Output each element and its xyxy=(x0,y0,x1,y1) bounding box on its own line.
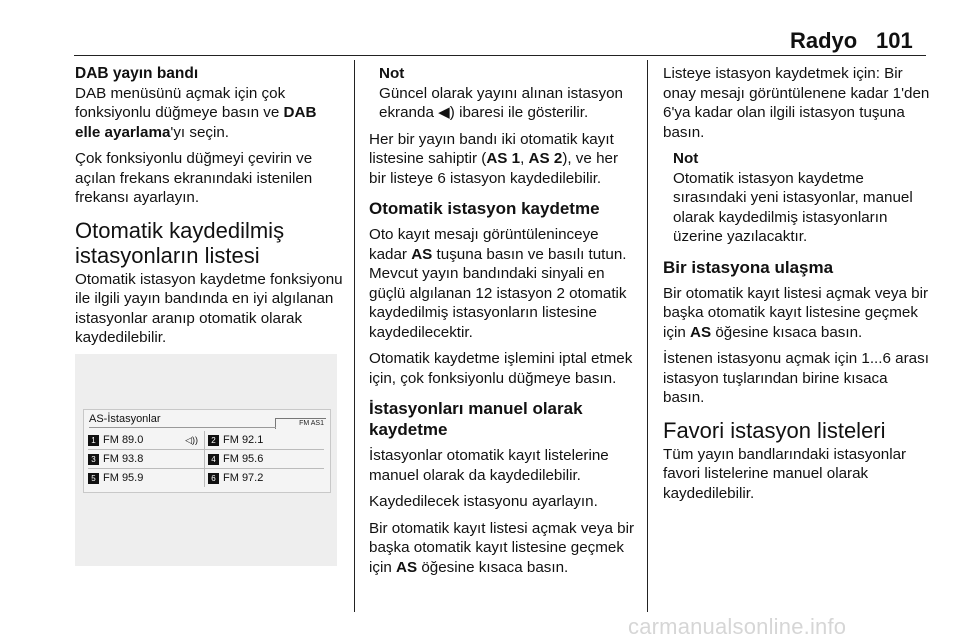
paragraph-ulasma-2: İstenen istasyonu açmak için 1...6 arası istasyon tuşlarından birine kısaca basın. xyxy=(663,350,929,406)
speaker-icon: ◀) xyxy=(438,104,455,121)
heading-otomatik-listesi: Otomatik kaydedilmiş istasyonların listesi xyxy=(75,217,285,268)
heading-manuel-kaydetme: İstasyonları manuel olarak kaydetme xyxy=(369,399,583,439)
paragraph-otomatik: Otomatik istasyon kaydetme fonksiyonu ile ilgili yayın bandında en iyi algılanan istasyonlar aranıp otomatik olarak kaydedilebilir. xyxy=(75,270,343,346)
screen-title-rule xyxy=(89,427,276,428)
note-box xyxy=(663,149,933,247)
station-frequency: FM 92.1 xyxy=(223,434,264,446)
text: Oto kayıt mesajı görüntüleninceye kadar xyxy=(369,226,599,263)
station-cell xyxy=(204,450,324,468)
as-term: AS xyxy=(411,245,433,263)
note-text-b: ibaresi ile gösterilir. xyxy=(454,104,589,121)
as1-term: AS 1 xyxy=(486,150,521,167)
station-row xyxy=(88,469,324,487)
watermark: carmanualsonline.info xyxy=(628,614,847,639)
screen-title: AS-İstasyonlar xyxy=(89,413,161,425)
preset-number: 2 xyxy=(208,435,219,446)
station-frequency: FM 95.6 xyxy=(223,453,264,465)
note-body: Otomatik istasyon kaydetme sırasındaki yeni istasyonlar, manuel olarak kaydedilmiş istasyonların üzerine yazılacaktır. xyxy=(673,169,913,245)
text: ), ve her bir listeye 6 istasyon kaydedilebilir. xyxy=(369,150,619,187)
note-text-a: Güncel olarak yayını alınan istasyon ekranda xyxy=(379,84,623,121)
heading-dab: DAB yayın bandı xyxy=(75,65,199,82)
station-cell xyxy=(88,469,204,487)
text: , xyxy=(520,150,529,167)
paragraph-manuel-3 xyxy=(369,519,639,578)
dab-text-a: DAB menüsünü açmak için çok fonksiyonlu düğmeye basın ve xyxy=(75,84,286,121)
station-cell xyxy=(204,469,324,487)
paragraph-manuel-2: Kaydedilecek istasyonu ayarlayın. xyxy=(369,493,598,510)
dab-text-c: 'yı seçin. xyxy=(170,123,230,141)
station-cell xyxy=(88,431,204,449)
station-cell xyxy=(88,450,204,468)
column-2 xyxy=(369,64,639,584)
paragraph-liste: Listeye istasyon kaydetmek için: Bir onay mesajı görüntülenene kadar 1'den 6'ya kadar olan ilgili istasyon tuşuna basın. xyxy=(663,65,930,141)
note-box xyxy=(369,64,639,123)
preset-number: 1 xyxy=(88,435,99,446)
text: öğesine kısaca basın. xyxy=(711,323,863,341)
note-title: Not xyxy=(379,65,405,82)
preset-number: 6 xyxy=(208,473,219,484)
station-frequency: FM 89.0 xyxy=(103,434,144,446)
heading-favori: Favori istasyon listeleri xyxy=(663,417,886,443)
station-row xyxy=(88,431,324,450)
as2-term: AS 2 xyxy=(528,150,563,167)
station-row xyxy=(88,450,324,469)
column-divider-2 xyxy=(647,60,648,612)
station-frequency: FM 93.8 xyxy=(103,453,144,465)
screen-band-tag: FM AS1 xyxy=(275,418,326,429)
column-divider-1 xyxy=(354,60,355,612)
paragraph-iptal: Otomatik kaydetme işlemini iptal etmek için, çok fonksiyonlu düğmeye basın. xyxy=(369,350,633,387)
dab-menu-term: DAB elle ayarlama xyxy=(75,104,317,141)
station-grid xyxy=(88,431,324,487)
text: tuşuna basın ve basılı tutun. Mevcut yayın bandındaki sinyali en güçlü algılanan 12 istasyon 2 otomatik kaydedilmiş istasyonların listesine kaydedilecektir. xyxy=(369,245,627,341)
as-term: AS xyxy=(690,323,712,341)
note-title: Not xyxy=(673,150,699,167)
as-stations-screen xyxy=(83,409,331,493)
paragraph-cok: Çok fonksiyonlu düğmeyi çevirin ve açılan frekans ekranındaki istenilen frekansı ayarlayın. xyxy=(75,150,313,206)
as-term: AS xyxy=(396,558,418,576)
screen-figure xyxy=(75,354,337,566)
paragraph-manuel-1: İstasyonlar otomatik kayıt listelerine manuel olarak da kaydedilebilir. xyxy=(369,447,609,484)
text: Bir otomatik kayıt listesi açmak veya bir başka otomatik kayıt listesine geçmek için xyxy=(663,284,929,341)
preset-number: 3 xyxy=(88,454,99,465)
station-cell xyxy=(204,431,324,449)
column-1 xyxy=(75,64,345,355)
preset-number: 4 xyxy=(208,454,219,465)
text: Her bir yayın bandı iki otomatik kayıt listesine sahiptir ( xyxy=(369,130,614,167)
text: Bir otomatik kayıt listesi açmak veya bir başka otomatik kayıt listesine geçmek için xyxy=(369,519,635,576)
paragraph-oto-kayit xyxy=(369,225,639,342)
header-title: Radyo xyxy=(790,28,858,53)
heading-istasyona-ulasma: Bir istasyona ulaşma xyxy=(663,257,834,277)
speaker-icon: ◁)) xyxy=(185,434,198,445)
preset-number: 5 xyxy=(88,473,99,484)
paragraph-dab xyxy=(75,84,345,143)
station-frequency: FM 97.2 xyxy=(223,472,264,484)
paragraph-ulasma-1 xyxy=(663,284,933,343)
text: öğesine kısaca basın. xyxy=(417,558,569,576)
header-rule xyxy=(74,55,926,56)
paragraph-favori: Tüm yayın bandlarındaki istasyonlar favori listelerine manuel olarak kaydedilebilir. xyxy=(663,445,907,502)
column-3 xyxy=(663,64,933,510)
station-frequency: FM 95.9 xyxy=(103,472,144,484)
page-number: 101 xyxy=(876,28,913,53)
heading-otomatik-kaydetme: Otomatik istasyon kaydetme xyxy=(369,199,600,218)
paragraph-her-bir xyxy=(369,130,639,189)
